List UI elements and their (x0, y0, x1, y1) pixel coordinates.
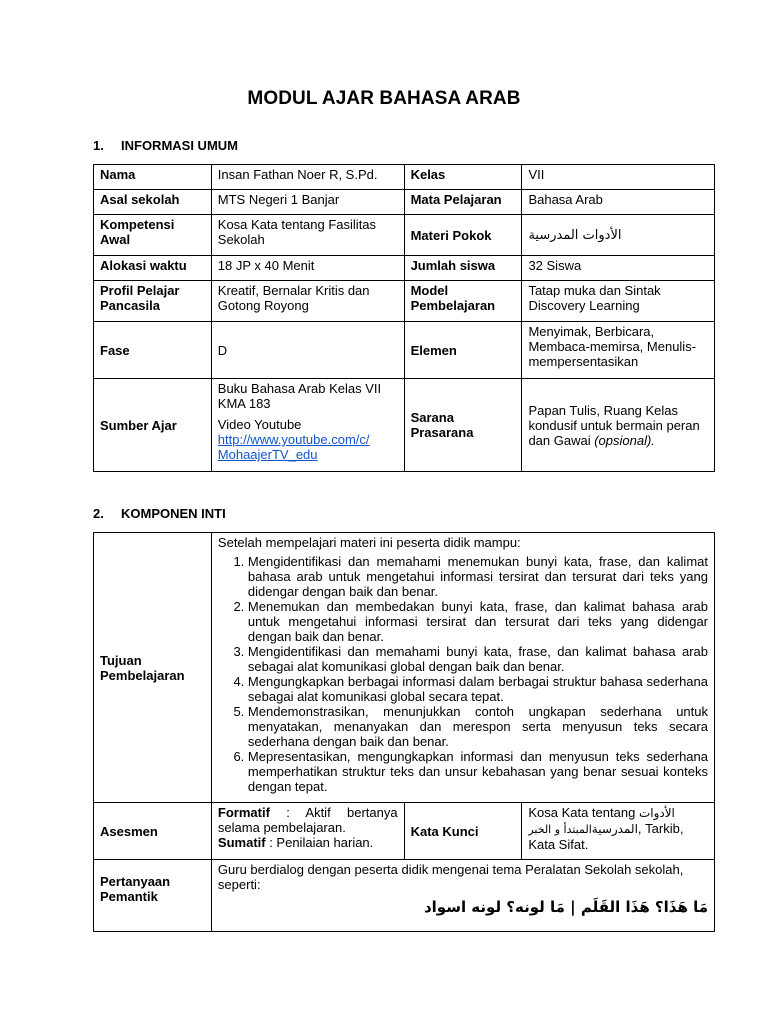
kata-kunci-arabic-1: الأدوات المدرسية (591, 806, 675, 836)
value-nama: Insan Fathan Noer R, S.Pd. (211, 165, 404, 190)
label-alokasi-waktu: Alokasi waktu (94, 256, 212, 281)
value-pertanyaan-pemantik (211, 860, 714, 932)
youtube-link-line-2[interactable]: MohaajerTV_edu (217, 447, 318, 462)
info-umum-table (93, 164, 715, 472)
kata-kunci-suffix: , Kata Sifat. (528, 821, 684, 852)
row-profil (94, 281, 715, 322)
value-tujuan-pembelajaran (211, 533, 714, 803)
row-alokasi (94, 256, 715, 281)
value-materi-pokok: الأدوات المدرسية (528, 228, 622, 243)
row-tujuan (94, 533, 715, 803)
row-pemantik (94, 860, 715, 932)
row-nama (94, 165, 715, 190)
label-kelas: Kelas (404, 165, 522, 190)
sarana-text: Papan Tulis, Ruang Kelas kondusif untuk bermain peran dan Gawai (528, 402, 700, 448)
value-model-pembelajaran: Tatap muka dan Sintak Discovery Learning (522, 281, 715, 322)
label-pertanyaan-pemantik: Pertanyaan Pemantik (94, 860, 212, 932)
value-sarana-prasarana (522, 379, 715, 472)
value-asal-sekolah: MTS Negeri 1 Banjar (211, 190, 404, 215)
sumber-video-label: Video Youtube (217, 417, 302, 432)
section-1-title: INFORMASI UMUM (121, 138, 238, 153)
value-kompetensi-awal: Kosa Kata tentang Fasilitas Sekolah (211, 215, 404, 256)
label-nama: Nama (94, 165, 212, 190)
row-fase (94, 322, 715, 379)
value-asesmen (211, 803, 404, 860)
section-2-heading (93, 506, 226, 521)
pemantik-intro: Guru berdialog dengan peserta didik mengenai tema Peralatan Sekolah sekolah, seperti: (217, 862, 684, 892)
label-mata-pelajaran: Mata Pelajaran (404, 190, 522, 215)
tujuan-list (218, 554, 708, 794)
row-kompetensi (94, 215, 715, 256)
sumatif-text: : Penilaian harian. (265, 835, 374, 850)
list-item: 2. Menemukan dan membedakan bunyi kata, frase, dan kalimat bahasa arab untuk mengetahui informasi tersirat dan tersurat dari teks yang didengar dengan baik dan benar. (248, 599, 708, 644)
label-jumlah-siswa: Jumlah siswa (404, 256, 522, 281)
value-elemen: Menyimak, Berbicara, Membaca-memirsa, Menulis-mempersentasikan (522, 322, 715, 379)
row-asal (94, 190, 715, 215)
list-item: 6. Mepresentasikan, mengungkapkan informasi dan menyusun teks sederhana memperhatikan struktur teks dan unsur kebahasan yang benar sesuai konteks dengan tepat. (248, 749, 708, 794)
label-tujuan-pembelajaran: Tujuan Pembelajaran (94, 533, 212, 803)
section-2-title: KOMPONEN INTI (121, 506, 226, 521)
section-2-number: 2. (93, 506, 104, 521)
section-1-heading (93, 138, 238, 153)
list-item: 3. Mengidentifikasi dan memahami bunyi kata, frase, dan kalimat bahasa arab sebagai alat komunikasi global dengan baik dan benar. (248, 644, 708, 674)
kata-kunci-arabic-2: المبتدأ و الخبر (528, 823, 592, 836)
value-profil-pelajar: Kreatif, Bernalar Kritis dan Gotong Royong (211, 281, 404, 322)
sarana-note: (opsional). (594, 432, 655, 448)
value-kelas: VII (522, 165, 715, 190)
youtube-link-line-1[interactable]: http://www.youtube.com/c/ (217, 432, 370, 447)
komponen-inti-table (93, 532, 715, 932)
label-fase: Fase (94, 322, 212, 379)
value-sumber-ajar (211, 379, 404, 472)
row-sumber (94, 379, 715, 472)
label-materi-pokok: Materi Pokok (404, 215, 522, 256)
value-jumlah-siswa: 32 Siswa (522, 256, 715, 281)
formatif-label: Formatif (217, 805, 270, 820)
value-kata-kunci (522, 803, 715, 860)
label-asesmen: Asesmen (94, 803, 212, 860)
label-sumber-ajar: Sumber Ajar (94, 379, 212, 472)
label-kata-kunci: Kata Kunci (404, 803, 522, 860)
sumber-book: Buku Bahasa Arab Kelas VII KMA 183 (217, 381, 382, 411)
value-fase: D (211, 322, 404, 379)
label-model-pembelajaran: Model Pembelajaran (404, 281, 522, 322)
kata-kunci-mid: , Tarkib (637, 821, 680, 836)
list-item: 4. Mengungkapkan berbagai informasi dalam berbagai struktur bahasa sederhana sebagai alat komunikasi global secara tepat. (248, 674, 708, 704)
label-kompetensi-awal: Kompetensi Awal (94, 215, 212, 256)
document-title: MODUL AJAR BAHASA ARAB (247, 88, 521, 109)
row-asesmen (94, 803, 715, 860)
label-sarana-prasarana: Sarana Prasarana (404, 379, 522, 472)
pemantik-arabic: مَا هَذَا؟ هَذَا القَلَم | مَا لونه؟ لونه اسواد (423, 898, 708, 916)
value-alokasi-waktu: 18 JP x 40 Menit (211, 256, 404, 281)
label-elemen: Elemen (404, 322, 522, 379)
label-profil-pelajar: Profil Pelajar Pancasila (94, 281, 212, 322)
tujuan-intro: Setelah mempelajari materi ini peserta didik mampu: (217, 535, 521, 550)
kata-kunci-prefix: Kosa Kata tentang (528, 805, 636, 820)
label-asal-sekolah: Asal sekolah (94, 190, 212, 215)
section-1-number: 1. (93, 138, 104, 153)
sumatif-label: Sumatif (217, 835, 266, 850)
formatif-text: : Aktif bertanya selama pembelajaran. (217, 805, 398, 835)
list-item: 5. Mendemonstrasikan, menunjukkan contoh ungkapan sederhana untuk menyatakan, menanyakan dan merespon serta menyusun teks secara sederhana dengan baik dan benar. (248, 704, 708, 749)
value-mata-pelajaran: Bahasa Arab (522, 190, 715, 215)
list-item: 1. Mengidentifikasi dan memahami menemukan bunyi kata, frase, dan kalimat bahasa arab untuk mengetahui informasi tersirat dan tersurat dari teks yang didengar dengan baik dan benar. (248, 554, 708, 599)
